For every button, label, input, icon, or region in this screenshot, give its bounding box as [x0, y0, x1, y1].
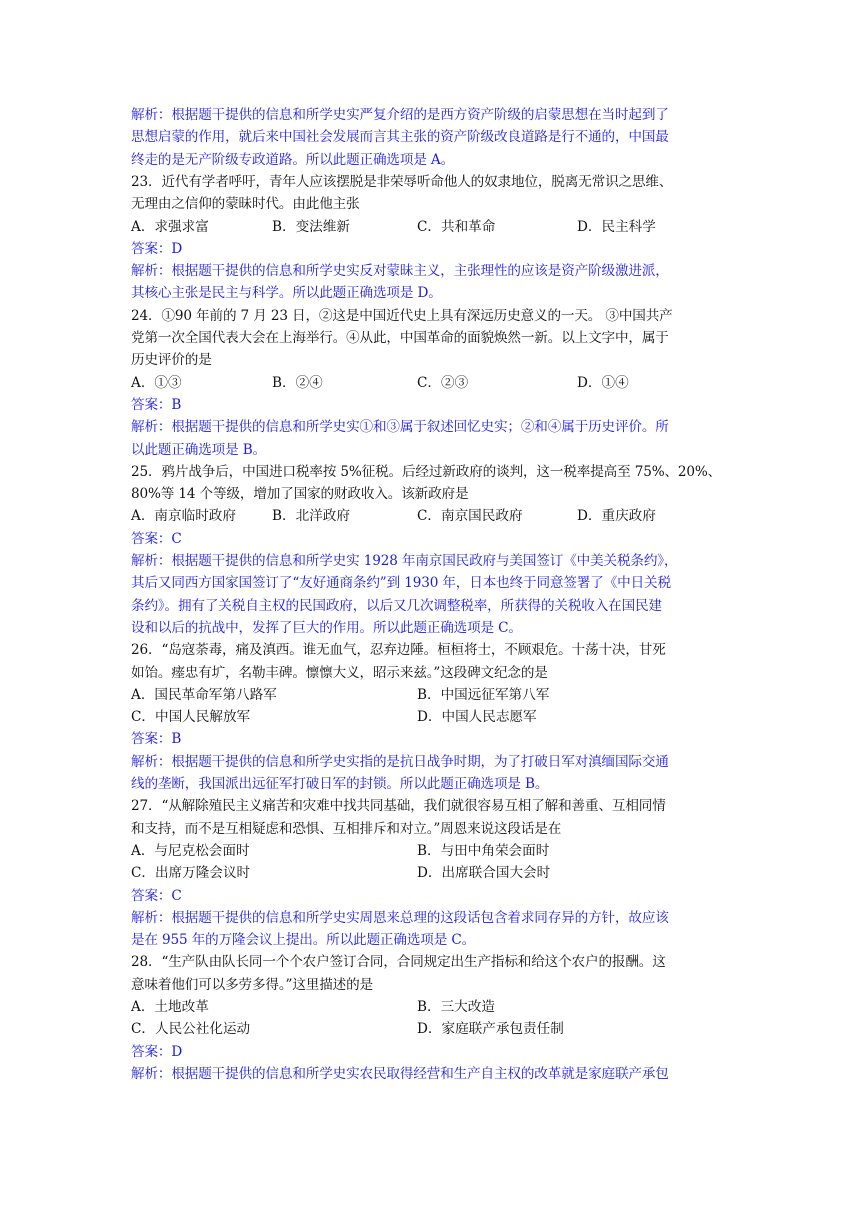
answer-line: 线的垄断，我国派出远征军打破日军的封锁。所以此题正确选项是 B。: [131, 776, 549, 792]
option-item: A．南京临时政府: [131, 508, 236, 525]
question-line: 25．鸦片战争后，中国进口税率按 5%征税。后经过新政府的谈判，这一税率提高至 75%、20%、: [131, 463, 722, 480]
option-item: C．②③: [417, 374, 469, 391]
answer-line: 条约》。拥有了关税自主权的民国政府，以后又几次调整税率，所获得的关税收入在国民建: [131, 597, 662, 614]
option-item: A．土地改革: [131, 999, 209, 1015]
option-item: A．求强求富: [131, 218, 209, 235]
option-item: C．共和革命: [417, 218, 496, 235]
answer-line: 解析：根据题干提供的信息和所学史实反对蒙昧主义，主张理性的应该是资产阶级激进派，: [131, 263, 669, 280]
answer-line: 答案：B: [131, 396, 182, 413]
answer-line: 解析：根据题干提供的信息和所学史实①和③属于叙述回忆史实；②和④属于历史评价。所: [131, 419, 669, 436]
answer-line: 以此题正确选项是 B。: [131, 441, 267, 458]
answer-line: 终走的是无产阶级专政道路。所以此题正确选项是 A。: [131, 151, 455, 168]
option-item: A．国民革命军第八路军: [131, 686, 277, 703]
answer-line: 其后又同西方国家国签订了“友好通商条约”到 1930 年，日本也终于同意签署了《中日关税: [131, 575, 671, 592]
option-item: A．①③: [131, 374, 182, 391]
question-line: 党第一次全国代表大会在上海举行。④从此，中国革命的面貌焕然一新。以上文字中，属于: [131, 330, 669, 346]
option-item: D．民主科学: [577, 218, 656, 235]
question-line: 意味着他们可以多劳多得。”这里描述的是: [131, 976, 373, 993]
answer-line: 是在 955 年的万隆会议上提出。所以此题正确选项是 C。: [131, 932, 476, 949]
answer-line: 设和以后的抗战中，发挥了巨大的作用。所以此题正确选项是 C。: [131, 619, 522, 636]
option-item: A．与尼克松会面时: [131, 842, 250, 859]
option-item: C．南京国民政府: [417, 508, 523, 525]
answer-line: 其核心主张是民主与科学。所以此题正确选项是 D。: [131, 285, 442, 302]
option-item: D．重庆政府: [577, 508, 656, 525]
answer-line: 答案：D: [131, 240, 183, 257]
question-line: 27．“从解除殖民主义痛苦和灾难中找共同基础，我们就很容易互相了解和善重、互相同情: [131, 798, 666, 815]
option-item: D．①④: [577, 374, 629, 391]
option-item: D．中国人民志愿军: [417, 709, 537, 726]
question-line: 26．“岛寇荼毒，痛及滇西。谁无血气，忍弃边陲。桓桓将士，不顾艰危。十荡十决，甘死: [131, 642, 666, 659]
option-item: D．出席联合国大会时: [417, 865, 551, 882]
answer-line: 答案：D: [131, 1043, 183, 1060]
option-item: B．②④: [272, 374, 323, 391]
option-item: B．变法维新: [272, 218, 350, 235]
answer-line: 思想启蒙的作用，就后来中国社会发展而言其主张的资产阶级改良道路是行不通的，中国最: [131, 129, 669, 146]
question-line: 如饴。瘗忠有圹，名勒丰碑。懔懔大义，昭示来兹。”这段碑文纪念的是: [131, 664, 548, 681]
option-item: B．中国远征军第八军: [417, 686, 550, 703]
answer-line: 解析：根据题干提供的信息和所学史实严复介绍的是西方资产阶级的启蒙思想在当时起到了: [131, 107, 669, 123]
answer-line: 解析：根据题干提供的信息和所学史实农民取得经营和生产自主权的改革就是家庭联产承包: [131, 1065, 669, 1082]
answer-line: 解析：根据题干提供的信息和所学史实 1928 年南京国民政府与美国签订《中美关税条约》，: [131, 553, 678, 569]
question-line: 24．①90 年前的 7 月 23 日，②这是中国近代史上具有深远历史意义的一天。 ③中国共产: [131, 307, 673, 324]
option-item: B．北洋政府: [272, 508, 350, 525]
question-line: 80%等 14 个等级，增加了国家的财政收入。该新政府是: [131, 486, 469, 503]
question-line: 和支持，而不是互相疑虑和恐惧、互相排斥和对立。”周恩来说这段话是在: [131, 820, 562, 837]
option-item: C．中国人民解放军: [131, 709, 251, 726]
option-item: B．三大改造: [417, 999, 495, 1015]
answer-line: 答案：C: [131, 887, 182, 904]
question-line: 无理由之信仰的蒙昧时代。由此他主张: [131, 196, 360, 213]
option-item: C．人民公社化运动: [131, 1021, 251, 1038]
question-line: 23．近代有学者呼吁，青年人应该摆脱是非荣辱听命他人的奴隶地位，脱离无常识之思维、: [131, 173, 673, 190]
option-item: B．与田中角荣会面时: [417, 842, 550, 859]
question-line: 历史评价的是: [131, 352, 212, 369]
answer-line: 解析：根据题干提供的信息和所学史实指的是抗日战争时期，为了打破日军对滇缅国际交通: [131, 753, 669, 770]
option-item: C．出席万隆会议时: [131, 865, 251, 882]
answer-line: 解析：根据题干提供的信息和所学史实周恩来总理的这段话包含着求同存异的方针，故应该: [131, 909, 669, 926]
answer-line: 答案：B: [131, 731, 182, 748]
option-item: D．家庭联产承包责任制: [417, 1021, 564, 1038]
question-line: 28．“生产队由队长同一个个农户签订合同，合同规定出生产指标和给这个农户的报酬。这: [131, 954, 666, 971]
answer-line: 答案：C: [131, 530, 182, 547]
